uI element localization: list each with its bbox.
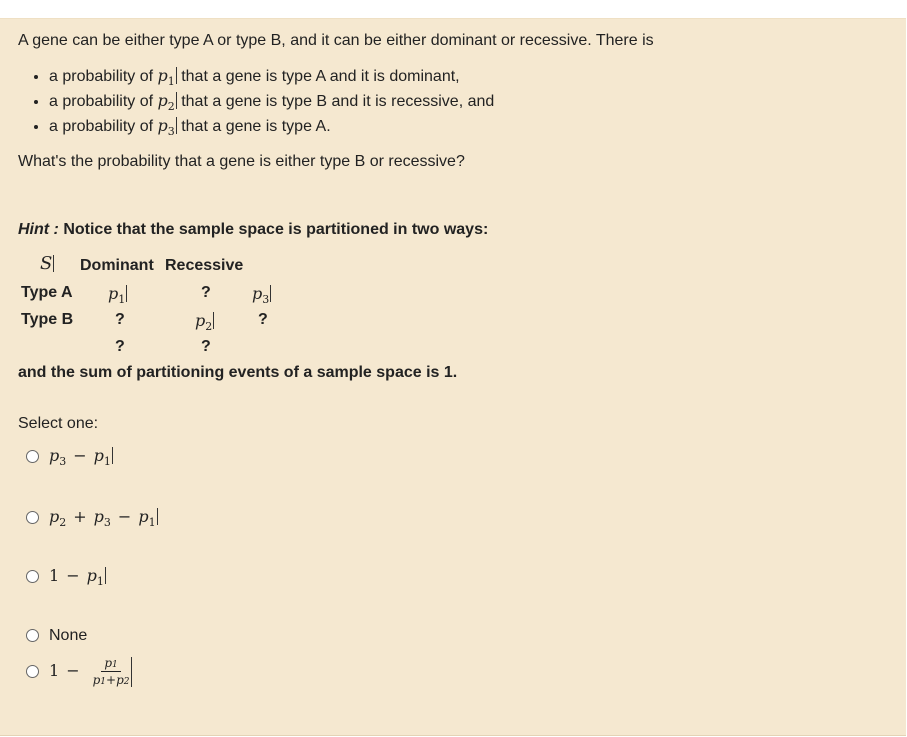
- list-item: • a probability of $p_2$ that a gene is type B and it is recessive, and: [49, 88, 494, 113]
- cell-b-recessive: $p_2$: [195, 311, 213, 333]
- option-e[interactable]: 1 − $\frac{p1}{p1+p2}$: [26, 656, 132, 687]
- cell-a-total: $p_3$: [252, 284, 270, 306]
- row-header-type-a: Type A: [21, 284, 73, 301]
- question-panel: [0, 18, 906, 736]
- math-var: p: [157, 66, 168, 85]
- math-var: p: [157, 116, 168, 135]
- hint-line: Hint : Notice that the sample space is partitioned in two ways:: [18, 221, 489, 238]
- option-c[interactable]: $1 - p_1$: [26, 566, 106, 588]
- option-d-radio[interactable]: [26, 629, 39, 642]
- option-b-radio[interactable]: [26, 511, 39, 524]
- question-intro: A gene can be either type A or type B, and it can be either dominant or recessive. There is: [18, 32, 654, 49]
- hint-label: Hint :: [18, 221, 59, 238]
- select-label: Select one:: [18, 415, 99, 432]
- option-d[interactable]: None: [26, 627, 87, 645]
- option-a[interactable]: $p_3 - p_1$: [26, 446, 113, 468]
- list-item: • a probability of $p_3$ that a gene is type A.: [49, 113, 494, 138]
- option-e-radio[interactable]: [26, 665, 39, 678]
- math-var: p: [157, 91, 168, 110]
- hint-footer: and the sum of partitioning events of a sample space is 1.: [18, 364, 458, 381]
- table-corner: S: [40, 253, 53, 274]
- cell-a-dominant: $p_1$: [108, 284, 126, 306]
- probability-list: [29, 63, 494, 138]
- cell-a-recessive: ?: [201, 284, 211, 301]
- option-c-radio[interactable]: [26, 570, 39, 583]
- option-b[interactable]: $p_2 + p_3 - p_1$: [26, 507, 158, 529]
- cell-b-dominant: ?: [115, 311, 125, 328]
- cell-total-dominant: ?: [115, 338, 125, 355]
- cell-b-total: ?: [258, 311, 268, 328]
- cell-total-recessive: ?: [201, 338, 211, 355]
- question-prompt: What's the probability that a gene is either type B or recessive?: [18, 153, 465, 170]
- list-item: • a probability of $p_1$ that a gene is type A and it is dominant,: [49, 63, 494, 88]
- row-header-type-b: Type B: [21, 311, 74, 328]
- column-header-recessive: Recessive: [165, 257, 244, 274]
- column-header-dominant: Dominant: [80, 257, 154, 274]
- fraction: $\frac{p1}{p1+p2}$: [92, 656, 130, 687]
- option-a-radio[interactable]: [26, 450, 39, 463]
